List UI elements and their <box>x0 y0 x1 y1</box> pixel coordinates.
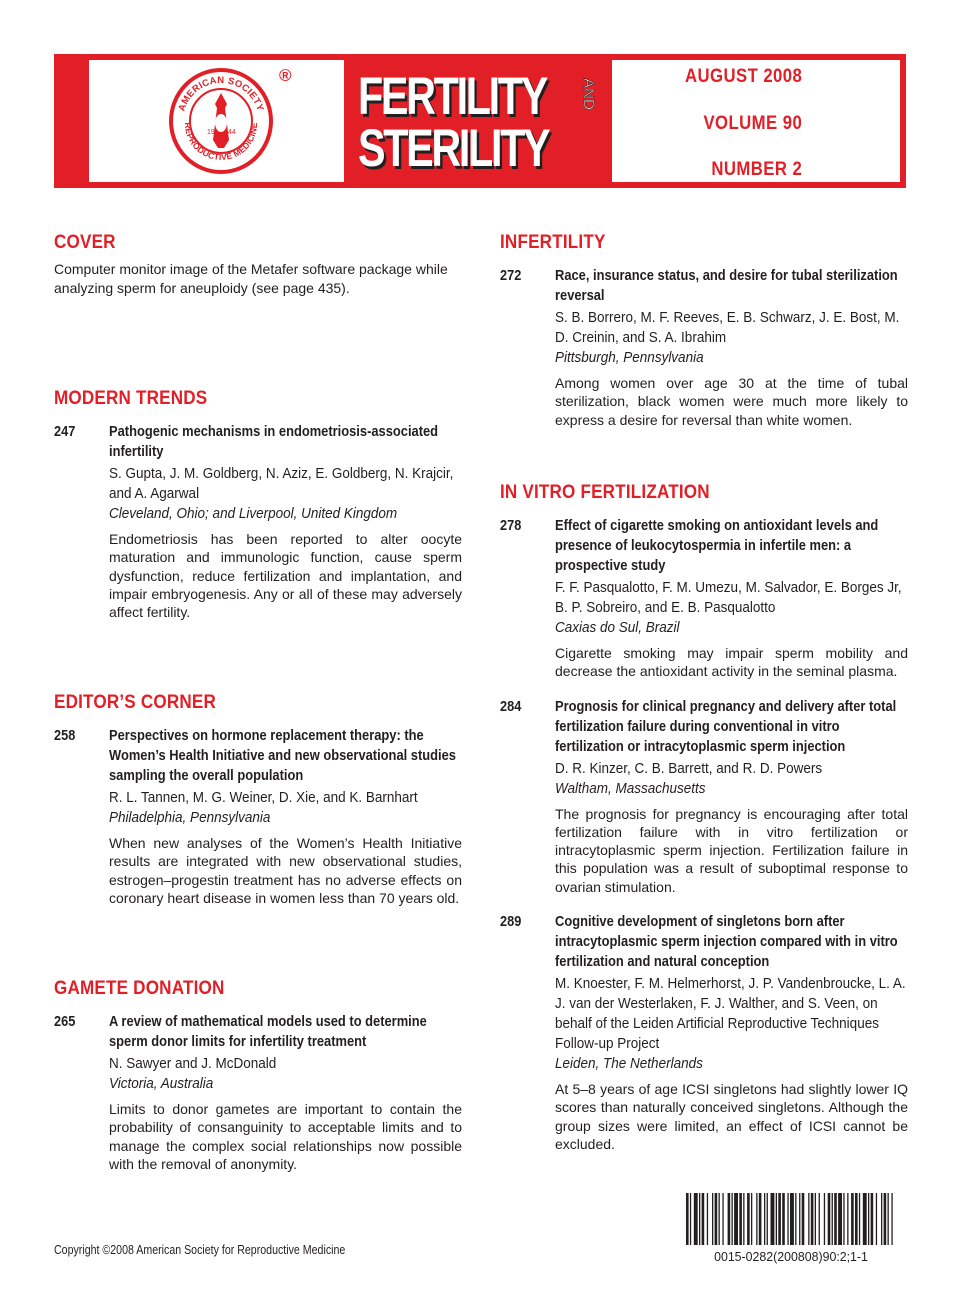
article-authors: S. B. Borrero, M. F. Reeves, E. B. Schwarz, J. E. Bost, M. D. Creinin, and S. A. Ibrahim <box>555 309 900 346</box>
article-page-number: 247 <box>54 424 76 440</box>
barcode-bar <box>734 1193 738 1245</box>
barcode-bar <box>876 1193 877 1245</box>
section-in-vitro-fertilization <box>500 482 908 1153</box>
article-title[interactable]: Perspectives on hormone replacement therapy: the Women’s Health Initiative and new observational studies sampling the overall population <box>109 727 456 784</box>
barcode-bar <box>799 1193 800 1245</box>
article-authors: D. R. Kinzer, C. B. Barrett, and R. D. Powers <box>555 759 823 777</box>
barcode-bar <box>787 1193 788 1245</box>
article-entry[interactable] <box>500 516 908 681</box>
article-title[interactable]: Cognitive development of singletons born after intracytoplasmic sperm injection compared with in vitro fertilization and natural conception <box>555 913 898 971</box>
article-summary: When new analyses of the Women’s Health Initiative results are integrated with new observational studies, estrogen–progestin treatment has no adverse effects on coronary heart disease in women less than 70 years old. <box>109 835 462 906</box>
barcode-bars <box>686 1193 896 1245</box>
barcode-bar <box>771 1193 775 1245</box>
section-cover <box>54 232 462 298</box>
seal-year-right: 44 <box>228 129 236 136</box>
section-heading: MODERN TRENDS <box>54 388 208 409</box>
article-authors: R. L. Tannen, M. G. Weiner, D. Xie, and K. Barnhart <box>109 789 418 806</box>
article-entry[interactable] <box>54 422 462 621</box>
article-title[interactable]: A review of mathematical models used to determine sperm donor limits for infertility treatment <box>109 1013 427 1050</box>
barcode-bar <box>790 1193 794 1245</box>
title-and-text: AND <box>580 78 598 110</box>
section-heading: GAMETE DONATION <box>54 978 225 999</box>
article-entry[interactable] <box>54 1012 462 1173</box>
section-heading: COVER <box>54 232 116 253</box>
barcode-bar <box>776 1193 777 1245</box>
section-gamete-donation <box>54 978 462 1173</box>
barcode-bar <box>843 1193 844 1245</box>
barcode-bar <box>756 1193 757 1245</box>
seal-text-bottom: REPRODUCTIVE MEDICINE <box>182 122 260 163</box>
barcode-bar <box>832 1193 833 1245</box>
issue-date: AUGUST 2008 <box>684 66 802 87</box>
barcode-bar <box>707 1193 708 1245</box>
issue-info-panel <box>612 60 900 182</box>
article-location: Victoria, Australia <box>109 1075 214 1092</box>
journal-title-line1: FERTILITY <box>358 67 546 126</box>
society-seal-logo <box>169 68 273 174</box>
journal-title-panel <box>344 54 612 188</box>
barcode-bar <box>847 1193 848 1245</box>
barcode-bar <box>855 1193 858 1245</box>
section-heading: INFERTILITY <box>500 232 606 253</box>
barcode-bar <box>747 1193 750 1245</box>
section-modern-trends <box>54 388 462 621</box>
article-summary: The prognosis for pregnancy is encouraging after total fertilization failure with in vitro fertilization or intracytoplasmic sperm injection. Fertilization failure in this population was a result of suboptimal response to ovarian stimulation. <box>555 805 908 895</box>
article-title[interactable]: Prognosis for clinical pregnancy and delivery after total fertilization failure during conventional in vitro fertilization or intracytoplasmic sperm injection <box>555 697 897 755</box>
barcode-bar <box>719 1193 720 1245</box>
article-location: Waltham, Massachusetts <box>555 779 706 797</box>
barcode-bar <box>778 1193 781 1245</box>
article-location: Caxias do Sul, Brazil <box>555 619 680 636</box>
article-entry[interactable] <box>54 726 462 907</box>
barcode-bar <box>715 1193 718 1245</box>
article-page-number: 265 <box>54 1014 76 1030</box>
article-page-number: 289 <box>500 914 522 931</box>
article-page-number: 278 <box>500 518 522 534</box>
barcode-bar <box>884 1193 887 1245</box>
barcode-bar <box>888 1193 889 1245</box>
journal-title-and <box>578 64 598 124</box>
issue-volume: VOLUME 90 <box>703 113 802 134</box>
barcode-bar <box>868 1193 869 1245</box>
article-authors: N. Sawyer and J. McDonald <box>109 1055 277 1072</box>
article-location: Philadelphia, Pennsylvania <box>109 809 271 826</box>
barcode-bar <box>739 1193 742 1245</box>
barcode-bar <box>808 1193 809 1245</box>
article-page-number: 272 <box>500 268 522 284</box>
article-page-number: 258 <box>54 728 76 744</box>
barcode-bar <box>795 1193 796 1245</box>
barcode-bar <box>702 1193 705 1245</box>
barcode-bar <box>863 1193 867 1245</box>
barcode-bar <box>811 1193 814 1245</box>
barcode-bar <box>686 1193 689 1245</box>
article-authors: S. Gupta, J. M. Goldberg, N. Aziz, E. Goldberg, N. Krajcir, and A. Agarwal <box>109 465 454 502</box>
article-title[interactable]: Pathogenic mechanisms in endometriosis-associated infertility <box>109 423 439 460</box>
barcode-bar <box>859 1193 860 1245</box>
registered-mark: ® <box>279 66 292 85</box>
barcode-bar <box>743 1193 744 1245</box>
section-infertility <box>500 232 908 429</box>
barcode-bar <box>751 1193 752 1245</box>
copyright-notice: Copyright ©2008 American Society for Reproductive Medicine <box>54 1243 346 1257</box>
barcode-number: 0015-0282(200808)90:2;1-1 <box>714 1249 868 1264</box>
barcode-bar <box>767 1193 768 1245</box>
article-location: Cleveland, Ohio; and Liverpool, United Kingdom <box>109 505 398 522</box>
issue-number: NUMBER 2 <box>711 159 802 180</box>
cover-description: Computer monitor image of the Metafer software package while analyzing sperm for aneuploidy (see page 435). <box>54 261 448 296</box>
article-entry[interactable] <box>500 266 908 429</box>
barcode-bar <box>824 1193 825 1245</box>
barcode-bar <box>891 1193 892 1245</box>
barcode-bar <box>764 1193 765 1245</box>
article-entry[interactable] <box>500 912 908 1153</box>
barcode-bar <box>834 1193 837 1245</box>
barcode-bar <box>851 1193 854 1245</box>
barcode-bar <box>732 1193 733 1245</box>
barcode-bar <box>699 1193 700 1245</box>
barcode-bar <box>722 1193 723 1245</box>
barcode-bar <box>759 1193 762 1245</box>
section-heading: IN VITRO FERTILIZATION <box>500 482 710 503</box>
section-heading: EDITOR’S CORNER <box>54 692 217 713</box>
seal-text-top: AMERICAN SOCIETY <box>176 74 266 113</box>
article-summary: At 5–8 years of age ICSI singletons had slightly lower IQ scores than naturally conceived singletons. Although the group sizes were limited, an effect of ICSI cannot be excluded. <box>555 1081 908 1152</box>
article-title[interactable]: Race, insurance status, and desire for tubal sterilization reversal <box>555 267 898 304</box>
masthead <box>54 54 906 188</box>
article-location: Leiden, The Netherlands <box>555 1055 703 1073</box>
article-authors: M. Knoester, F. M. Helmerhorst, J. P. Vandenbroucke, L. A. J. van der Westerlaken, F. J. Walther, and S. Veen, on behalf of the Leiden Artificial Reproductive Techniques Follow-up Project <box>555 975 906 1053</box>
logo-panel <box>89 60 344 182</box>
barcode-bar <box>838 1193 842 1245</box>
article-summary: Endometriosis has been reported to alter oocyte maturation and immunologic function, cause sperm dysfunction, reduce fertilization and implantation, and impair embryogenesis. Any or all of these may adversely affect fertility. <box>109 531 462 621</box>
journal-title-line2: STERILITY <box>358 119 549 178</box>
barcode-bar <box>881 1193 882 1245</box>
article-summary: Cigarette smoking may impair sperm mobility and decrease the antioxidant activity in the seminal plasma. <box>555 645 908 680</box>
article-entry[interactable] <box>500 697 908 896</box>
barcode-bar <box>819 1193 820 1245</box>
barcode-bar <box>802 1193 805 1245</box>
article-location: Pittsburgh, Pennsylvania <box>555 349 704 366</box>
barcode-bar <box>815 1193 816 1245</box>
barcode-bar <box>828 1193 831 1245</box>
article-page-number: 284 <box>500 698 522 715</box>
barcode-bar <box>728 1193 731 1245</box>
article-authors: F. F. Pasqualotto, F. M. Umezu, M. Salvador, E. Borges Jr, B. P. Sobreiro, and E. B. Pasqualotto <box>555 579 902 616</box>
barcode-bar <box>712 1193 713 1245</box>
barcode <box>676 1193 906 1273</box>
barcode-bar <box>690 1193 691 1245</box>
barcode-bar <box>782 1193 785 1245</box>
article-title[interactable]: Effect of cigarette smoking on antioxidant levels and presence of leukocytospermia in infertile men: a prospective study <box>555 517 879 574</box>
seal-year-left: 19 <box>207 129 215 136</box>
article-summary: Among women over age 30 at the time of tubal sterilization, black women were much more likely to express a desire for reversal than white women. <box>555 375 908 428</box>
section-editors-corner <box>54 692 462 907</box>
article-summary: Limits to donor gametes are important to contain the probability of consanguinity to acceptable limits and to manage the complex social relationships now possible with the removal of anonymity. <box>109 1101 462 1172</box>
barcode-bar <box>871 1193 874 1245</box>
barcode-bar <box>694 1193 698 1245</box>
